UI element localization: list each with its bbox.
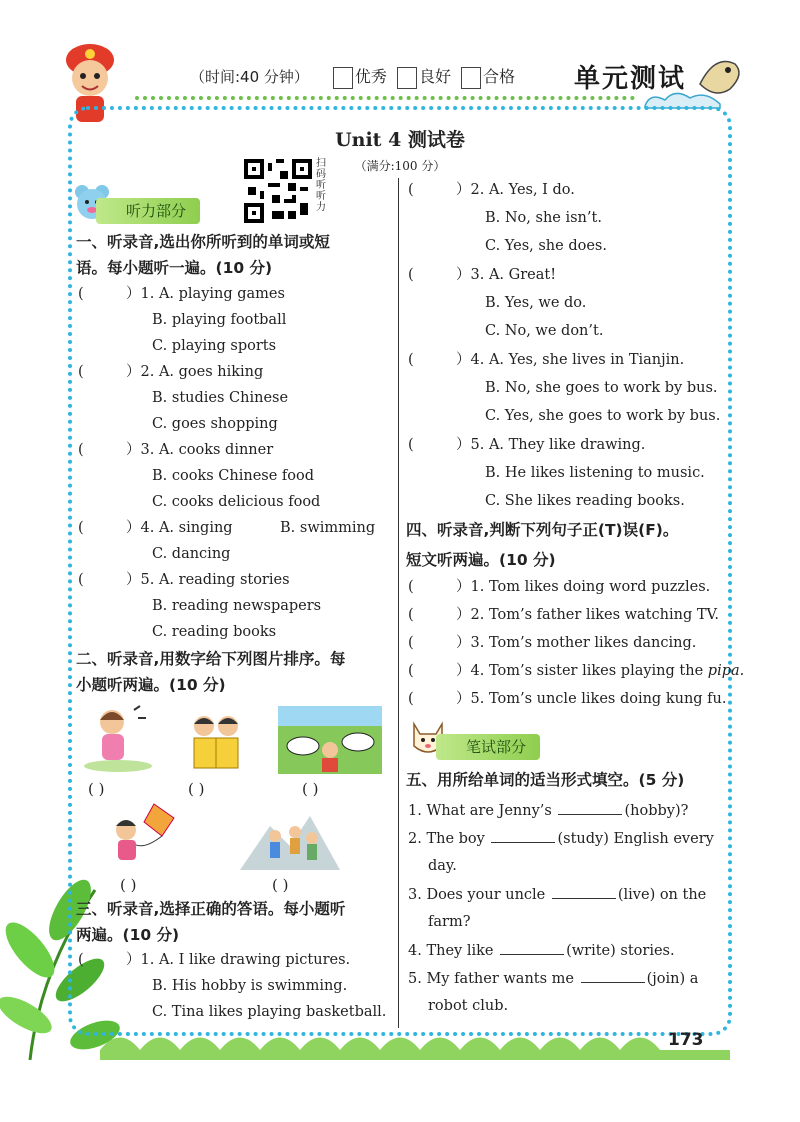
q-hint: (live) on the: [617, 887, 707, 903]
q-hint: (write) stories.: [566, 943, 675, 959]
grade-checkbox[interactable]: [461, 67, 481, 89]
statement: ）4. Tom’s sister likes playing the: [456, 663, 708, 679]
answer-paren[interactable]: (: [78, 364, 84, 380]
option-b: B. No, she goes to work by bus.: [485, 380, 718, 396]
part1-q1: [78, 284, 285, 304]
part5-q5: [408, 968, 698, 989]
writing-section-badge: 笔试部分: [436, 734, 540, 760]
part4-q1: [408, 577, 710, 597]
part5-q3-cont: farm?: [428, 914, 471, 930]
picture-answer[interactable]: ( ): [272, 876, 289, 894]
grade-checkbox[interactable]: [397, 67, 417, 89]
part5-title: 五、用所给单词的适当形式填空。(5 分): [406, 771, 685, 789]
part1-q4: [78, 518, 233, 538]
answer-paren[interactable]: (: [408, 182, 414, 198]
part3-title: [76, 896, 345, 948]
answer-paren[interactable]: (: [408, 437, 414, 453]
picture-answer[interactable]: ( ): [188, 780, 205, 798]
option-c: C. Tina likes playing basketball.: [152, 1004, 387, 1020]
part3-q2: [408, 180, 575, 200]
q-option-a: ）3. A. cooks dinner: [126, 442, 274, 458]
header-divider: [135, 96, 635, 100]
q-text: 1. What are Jenny’s: [408, 803, 552, 819]
option-b: B. cooks Chinese food: [152, 468, 315, 484]
grade-label: 优秀: [354, 67, 387, 86]
farm-picture: [278, 706, 382, 774]
part4-title-line: 短文听两遍。(10 分): [406, 551, 556, 569]
q-option-a: ）1. A. playing games: [126, 286, 285, 302]
option-c: C. playing sports: [152, 338, 277, 354]
answer-paren[interactable]: (: [408, 607, 414, 623]
q-hint: (join) a: [646, 971, 699, 987]
header-info: [190, 64, 515, 89]
part4-q3: [408, 633, 696, 653]
boys-reading-picture: [186, 712, 246, 772]
option-c: C. dancing: [152, 546, 231, 562]
part2-title-line: 二、听录音,用数字给下列图片排序。每: [76, 650, 346, 668]
answer-paren[interactable]: (: [408, 691, 414, 707]
page-number: 173: [668, 1030, 704, 1050]
part4-title-line: 四、听录音,判断下列句子正(T)误(F)。: [406, 521, 679, 539]
q-text: 5. My father wants me: [408, 971, 574, 987]
option-c: C. Yes, she goes to work by bus.: [485, 408, 721, 424]
part4-q4: [408, 661, 744, 681]
option-c: C. goes shopping: [152, 416, 278, 432]
q-option-a: ）4. A. singing: [126, 520, 233, 536]
page-title: Unit 4 测试卷: [335, 129, 465, 151]
q-hint: (hobby)?: [624, 803, 689, 819]
part1-title-line: 一、听录音,选出你所听到的单词或短: [76, 233, 330, 251]
option-b: B. No, she isn’t.: [485, 210, 602, 226]
answer-paren[interactable]: (: [408, 663, 414, 679]
option-b: B. His hobby is swimming.: [152, 978, 348, 994]
fill-blank[interactable]: [491, 828, 555, 843]
fill-blank[interactable]: [581, 968, 645, 983]
option-c: C. Yes, she does.: [485, 238, 607, 254]
option-b: B. swimming: [280, 520, 376, 536]
answer-paren[interactable]: (: [408, 635, 414, 651]
part3-q4: [408, 350, 684, 370]
part3-q1: [78, 950, 350, 970]
answer-paren[interactable]: (: [78, 572, 84, 588]
part1-q5: [78, 570, 290, 590]
hiking-picture: [240, 806, 340, 870]
statement: ）5. Tom’s uncle likes doing kung fu.: [456, 691, 727, 707]
part5-q5-cont: robot club.: [428, 998, 509, 1014]
part4-q2: [408, 605, 719, 625]
option-b: B. studies Chinese: [152, 390, 289, 406]
answer-paren[interactable]: (: [78, 442, 84, 458]
part1-title-line: 语。每小题听一遍。(10 分): [76, 259, 273, 277]
option-b: B. playing football: [152, 312, 287, 328]
option-c: C. No, we don’t.: [485, 323, 604, 339]
q-text: 4. They like: [408, 943, 494, 959]
part4-q5: [408, 689, 727, 709]
full-score: （满分:100 分）: [354, 159, 446, 173]
q-option-a: ）2. A. goes hiking: [126, 364, 264, 380]
part3-q5: [408, 435, 645, 455]
grade-label: 良好: [418, 67, 451, 86]
part1-q3: [78, 440, 273, 460]
fill-blank[interactable]: [552, 884, 616, 899]
q-option-a: ）3. A. Great!: [456, 267, 557, 283]
statement: ）1. Tom likes doing word puzzles.: [456, 579, 711, 595]
qr-label: 扫码听听力: [316, 158, 326, 213]
column-divider: [398, 178, 399, 1028]
part4-title: [406, 517, 678, 573]
part2-title: [76, 646, 345, 698]
part5-q3: [408, 884, 706, 905]
part1-q2: [78, 362, 263, 382]
answer-paren[interactable]: (: [78, 520, 84, 536]
part1-title: [76, 229, 330, 281]
q-option-a: ）2. A. Yes, I do.: [456, 182, 575, 198]
picture-answer[interactable]: ( ): [120, 876, 137, 894]
grade-checkbox[interactable]: [333, 67, 353, 89]
picture-answer[interactable]: ( ): [302, 780, 319, 798]
part5-q2-cont: day.: [428, 858, 457, 874]
option-c: C. reading books: [152, 624, 277, 640]
q-text: 3. Does your uncle: [408, 887, 546, 903]
option-b: B. He likes listening to music.: [485, 465, 705, 481]
girl-listening-music-picture: [82, 700, 154, 772]
q-text: 2. The boy: [408, 831, 485, 847]
answer-paren[interactable]: (: [408, 579, 414, 595]
statement: ）3. Tom’s mother likes dancing.: [456, 635, 697, 651]
statement: ）2. Tom’s father likes watching TV.: [456, 607, 720, 623]
picture-answer[interactable]: ( ): [88, 780, 105, 798]
answer-paren[interactable]: (: [408, 267, 414, 283]
part3-q3: [408, 265, 556, 285]
option-c: C. cooks delicious food: [152, 494, 321, 510]
q-option-a: ）5. A. reading stories: [126, 572, 290, 588]
q-hint: (study) English every: [557, 831, 714, 847]
option-b: B. Yes, we do.: [485, 295, 587, 311]
part5-q1: [408, 800, 688, 821]
fill-blank[interactable]: [558, 800, 622, 815]
qr-code-icon[interactable]: [244, 159, 312, 223]
listening-section-badge: 听力部分: [96, 198, 200, 224]
part3-title-line: 三、听录音,选择正确的答语。每小题听: [76, 900, 346, 918]
part5-q4: [408, 940, 675, 961]
q-option-a: ）5. A. They like drawing.: [456, 437, 646, 453]
option-c: C. She likes reading books.: [485, 493, 685, 509]
time-limit: （时间:40 分钟）: [190, 67, 309, 86]
unit-test-title: 单元测试: [574, 64, 687, 94]
fill-blank[interactable]: [500, 940, 564, 955]
answer-paren[interactable]: (: [78, 286, 84, 302]
q-option-a: ）4. A. Yes, she lives in Tianjin.: [456, 352, 685, 368]
part5-q2: [408, 828, 714, 849]
pipa-word: pipa.: [707, 663, 745, 679]
part3-title-line: 两遍。(10 分): [76, 926, 180, 944]
part2-title-line: 小题听两遍。(10 分): [76, 676, 226, 694]
girl-kite-picture: [104, 800, 188, 870]
answer-paren[interactable]: (: [408, 352, 414, 368]
option-b: B. reading newspapers: [152, 598, 322, 614]
q-option-a: ）1. A. I like drawing pictures.: [126, 952, 351, 968]
grade-label: 合格: [482, 67, 515, 86]
answer-paren[interactable]: (: [78, 952, 84, 968]
